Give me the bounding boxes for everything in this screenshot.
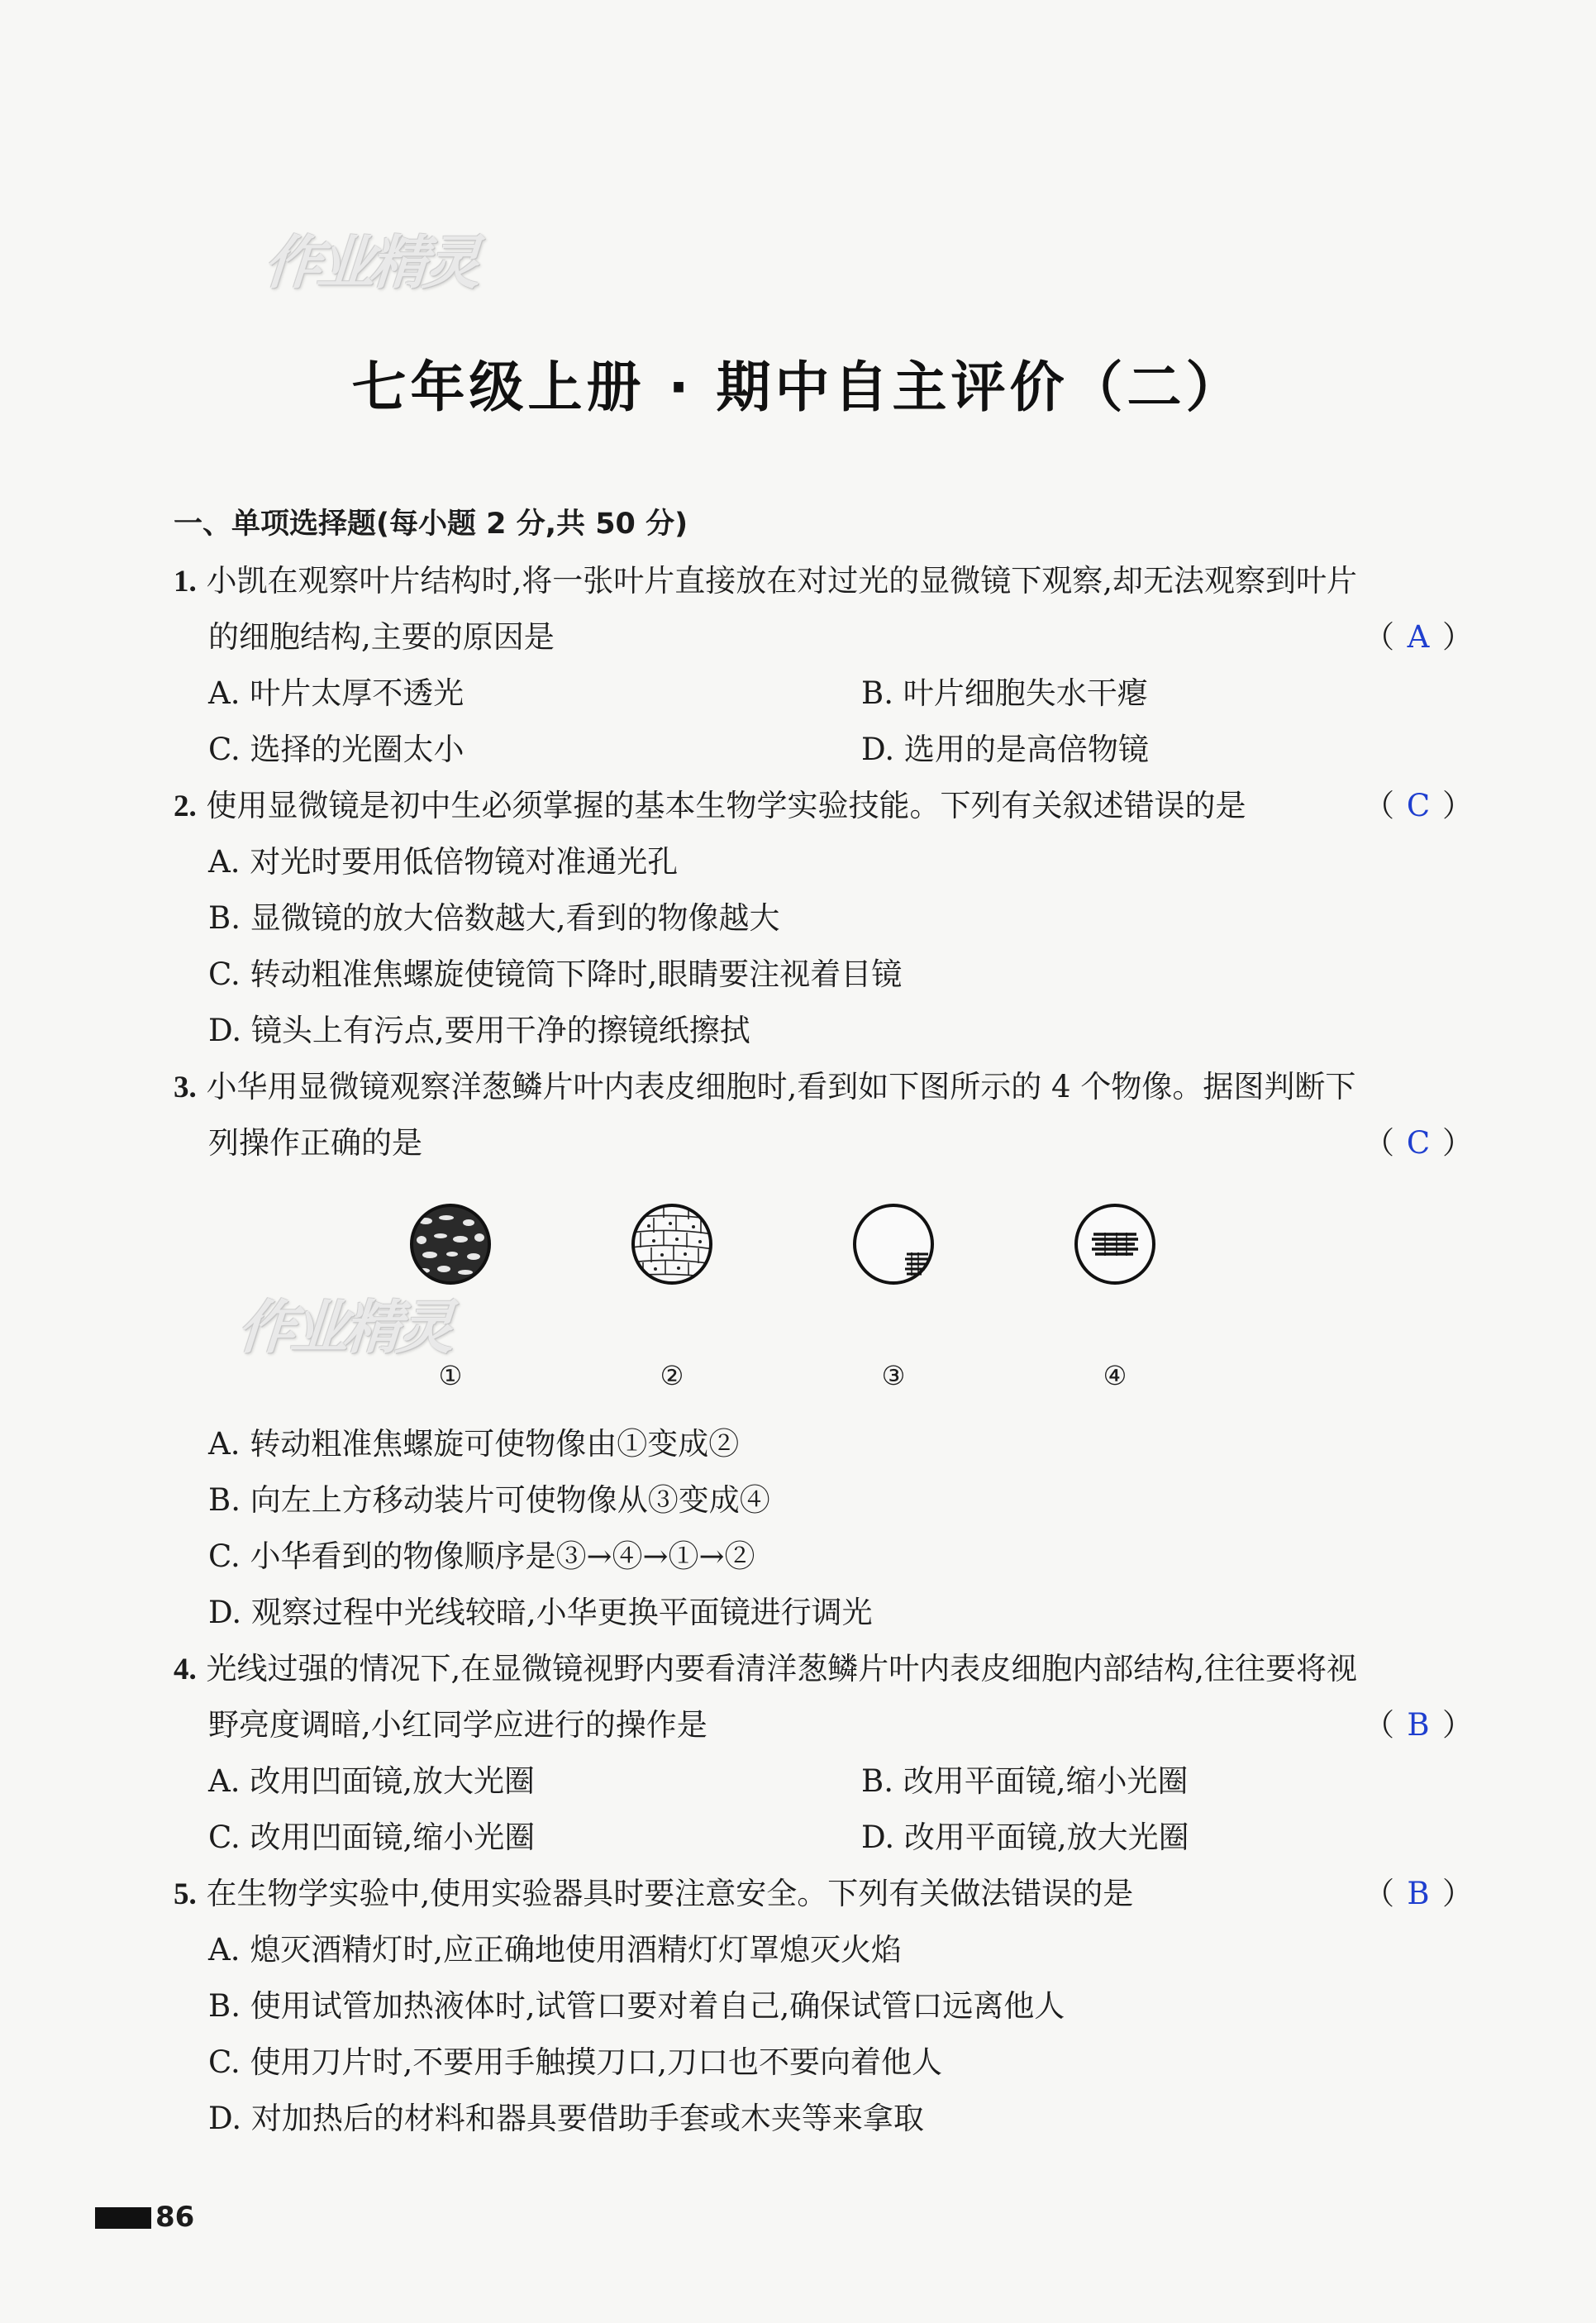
q2-option-b: B. 显微镜的放大倍数越大,看到的物像越大 — [208, 900, 780, 936]
microscope-view-clear-cells — [631, 1203, 713, 1286]
q3-option-d: D. 观察过程中光线较暗,小华更换平面镜进行调光 — [208, 1595, 873, 1630]
question-number: 1. — [174, 565, 197, 599]
q4-option-d: D. 改用平面镜,放大光圈 — [861, 1820, 1189, 1855]
question-4 — [174, 1649, 1357, 1690]
q2-option-c: C. 转动粗准焦螺旋使镜筒下降时,眼睛要注视着目镜 — [208, 956, 903, 992]
question-1-line2: 的细胞结构,主要的原因是 — [208, 619, 555, 655]
microscope-view-offcenter — [852, 1203, 935, 1286]
section-heading: 一、单项选择题(每小题 2 分,共 50 分) — [174, 508, 688, 541]
q5-option-c: C. 使用刀片时,不要用手触摸刀口,刀口也不要向着他人 — [208, 2044, 943, 2080]
q5-option-a: A. 熄灭酒精灯时,应正确地使用酒精灯灯罩熄灭火焰 — [208, 1932, 903, 1968]
paren-close: ） — [1442, 1876, 1473, 1911]
answer-bracket — [1364, 1705, 1473, 1745]
question-text: 光线过强的情况下,在显微镜视野内要看清洋葱鳞片叶内表皮细胞内部结构,往往要将视 — [206, 1651, 1358, 1686]
q5-option-d: D. 对加热后的材料和器具要借助手套或木夹等来拿取 — [208, 2101, 924, 2136]
page-number: 86 — [155, 2201, 195, 2234]
q5-option-b: B. 使用试管加热液体时,试管口要对着自己,确保试管口远离他人 — [208, 1988, 1065, 2024]
answer-bracket — [1364, 1874, 1473, 1914]
answer-1: A — [1407, 619, 1430, 655]
q1-option-b: B. 叶片细胞失水干瘪 — [861, 675, 1148, 711]
watermark-logo: 作业精灵 — [235, 1294, 452, 1362]
figure-label: ② — [660, 1360, 684, 1391]
q4-option-a: A. 改用凹面镜,放大光圈 — [208, 1763, 536, 1799]
microscope-view-blurry — [409, 1203, 492, 1286]
q4-option-b: B. 改用平面镜,缩小光圈 — [861, 1763, 1189, 1799]
figure-label: ④ — [1103, 1360, 1127, 1391]
answer-2: C — [1406, 788, 1431, 823]
question-text: 使用显微镜是初中生必须掌握的基本生物学实验技能。下列有关叙述错误的是 — [206, 788, 1246, 823]
question-3 — [174, 1067, 1355, 1108]
question-number: 5. — [174, 1877, 197, 1911]
question-1 — [174, 561, 1357, 602]
q3-option-c: C. 小华看到的物像顺序是③→④→①→② — [208, 1538, 755, 1574]
q3-option-b: B. 向左上方移动装片可使物像从③变成④ — [208, 1482, 770, 1518]
watermark-logo: 作业精灵 — [261, 229, 479, 297]
question-number: 3. — [174, 1071, 197, 1104]
q2-option-a: A. 对光时要用低倍物镜对准通光孔 — [208, 844, 679, 880]
answer-bracket — [1364, 786, 1473, 826]
paren-open: （ — [1364, 1707, 1394, 1743]
paren-close: ） — [1442, 1707, 1473, 1743]
question-text: 在生物学实验中,使用实验器具时要注意安全。下列有关做法错误的是 — [206, 1876, 1134, 1911]
paren-open: （ — [1364, 619, 1394, 655]
microscope-view-centered — [1074, 1203, 1156, 1286]
question-2 — [174, 786, 1246, 827]
question-number: 4. — [174, 1653, 197, 1686]
q1-option-a: A. 叶片太厚不透光 — [208, 675, 465, 711]
question-5 — [174, 1874, 1133, 1915]
answer-bracket — [1364, 618, 1473, 657]
question-text: 小华用显微镜观察洋葱鳞片叶内表皮细胞时,看到如下图所示的 4 个物像。据图判断下 — [206, 1069, 1356, 1104]
paren-close: ） — [1442, 619, 1473, 655]
paren-close: ） — [1442, 1125, 1473, 1161]
figure-label: ① — [438, 1360, 463, 1391]
answer-4: B — [1407, 1707, 1430, 1743]
q1-option-d: D. 选用的是高倍物镜 — [861, 732, 1149, 767]
question-text: 小凯在观察叶片结构时,将一张叶片直接放在对过光的显微镜下观察,却无法观察到叶片 — [206, 563, 1358, 599]
q2-option-d: D. 镜头上有污点,要用干净的擦镜纸擦拭 — [208, 1013, 750, 1048]
q4-option-c: C. 改用凹面镜,缩小光圈 — [208, 1820, 536, 1855]
answer-3: C — [1406, 1125, 1431, 1161]
paren-open: （ — [1364, 1876, 1394, 1911]
question-number: 2. — [174, 789, 197, 823]
page-number-bar — [95, 2207, 151, 2229]
question-3-line2: 列操作正确的是 — [208, 1125, 422, 1161]
q1-option-c: C. 选择的光圈太小 — [208, 732, 465, 767]
page-title: 七年级上册 · 期中自主评价（二） — [351, 355, 1245, 419]
figure-label: ③ — [881, 1360, 906, 1391]
question-4-line2: 野亮度调暗,小红同学应进行的操作是 — [208, 1707, 707, 1743]
answer-bracket — [1364, 1123, 1473, 1163]
answer-5: B — [1407, 1876, 1430, 1911]
paren-open: （ — [1364, 788, 1394, 823]
q3-option-a: A. 转动粗准焦螺旋可使物像由①变成② — [208, 1426, 740, 1462]
paren-open: （ — [1364, 1125, 1394, 1161]
paren-close: ） — [1442, 788, 1473, 823]
